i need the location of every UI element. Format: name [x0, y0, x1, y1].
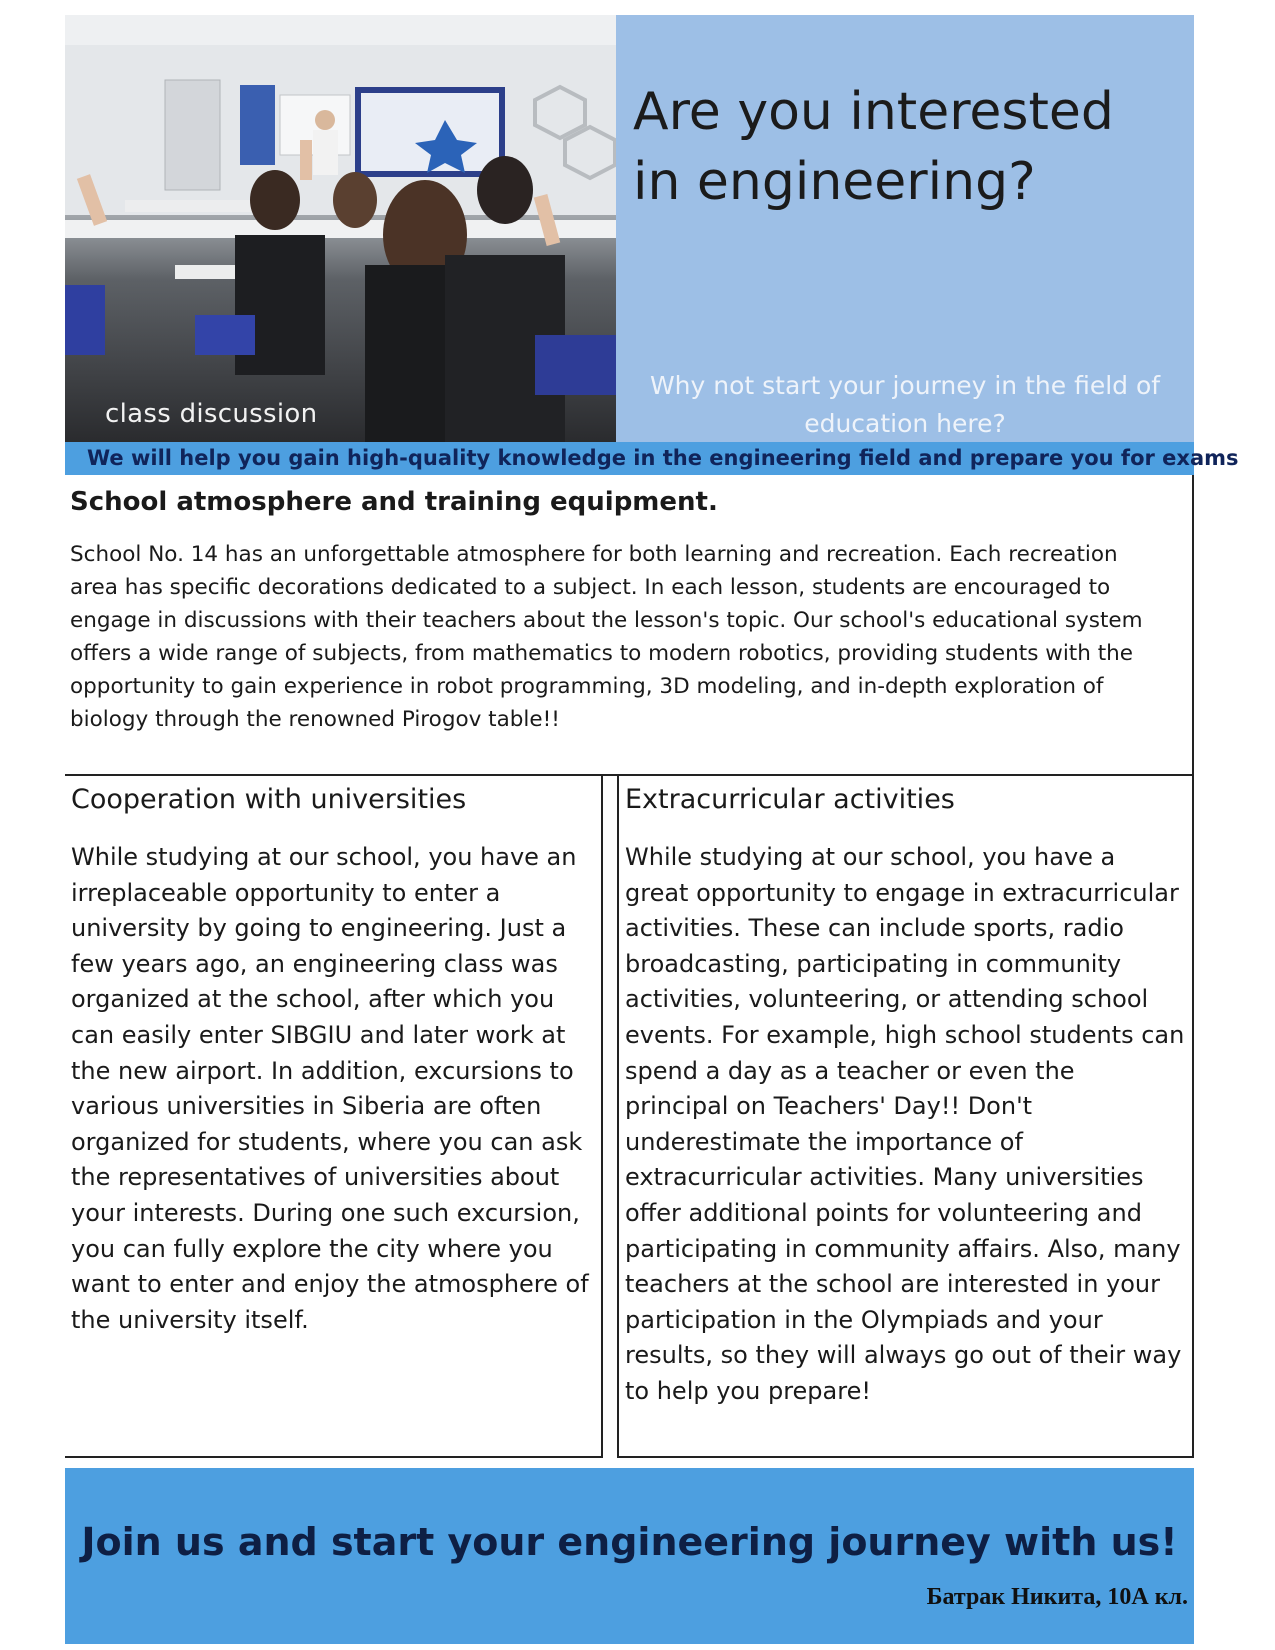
classroom-illustration — [65, 15, 616, 442]
author-signature: Батрак Никита, 10А кл. — [926, 1584, 1188, 1610]
footer-banner — [65, 1468, 1194, 1644]
cooperation-title: Cooperation with universities — [71, 784, 467, 815]
photo-caption: class discussion — [105, 399, 318, 429]
footer-call-to-action: Join us and start your engineering journey with us! — [81, 1520, 1178, 1564]
extracurricular-section — [617, 776, 1194, 1458]
atmosphere-section — [65, 475, 1194, 776]
banner-text: We will help you gain high-quality knowledge in the engineering field and prepare you for exams — [87, 446, 1239, 470]
hero-panel — [616, 15, 1194, 442]
atmosphere-title: School atmosphere and training equipment. — [70, 487, 718, 517]
hero-subtitle: Why not start your journey in the field of education here? — [649, 371, 1161, 438]
extracurricular-title: Extracurricular activities — [625, 784, 955, 815]
cooperation-section — [65, 776, 603, 1458]
hero-title: Are you interested in engineering? — [633, 82, 1114, 212]
classroom-photo — [65, 15, 616, 442]
banner — [65, 442, 1239, 475]
atmosphere-body: School No. 14 has an unforgettable atmosphere for both learning and recreation. Each recreation area has specific decorations dedicated to a subject. In each lesson, students are encouraged to engage in discussions with their teachers about the lesson's topic. Our school's educational system offers a wide range of subjects, from mathematics to modern robotics, providing students with the opportunity to gain experience in robot programming, 3D modeling, and in-depth exploration of biology through the renowned Pirogov table!! — [70, 542, 1143, 732]
cooperation-body: While studying at our school, you have an irreplaceable opportunity to enter a university by going to engineering. Just a few years ago, an engineering class was organized at the school, after which you can easily enter SIBGIU and later work at the new airport. In addition, excursions to various universities in Siberia are often organized for students, where you can ask the representatives of universities about your interests. During one such excursion, you can fully explore the city where you want to enter and enjoy the atmosphere of the university itself. — [71, 843, 589, 1334]
extracurricular-body: While studying at our school, you have a great opportunity to engage in extracurricular activities. These can include sports, radio broadcasting, participating in community activities, volunteering, or attending school events. For example, high school students can spend a day as a teacher or even the principal on Teachers' Day!! Don't underestimate the importance of extracurricular activities. Many universities offer additional points for volunteering and participating in community affairs. Also, many teachers at the school are interested in your participation in the Olympiads and your results, so they will always go out of their way to help you prepare! — [625, 843, 1185, 1405]
